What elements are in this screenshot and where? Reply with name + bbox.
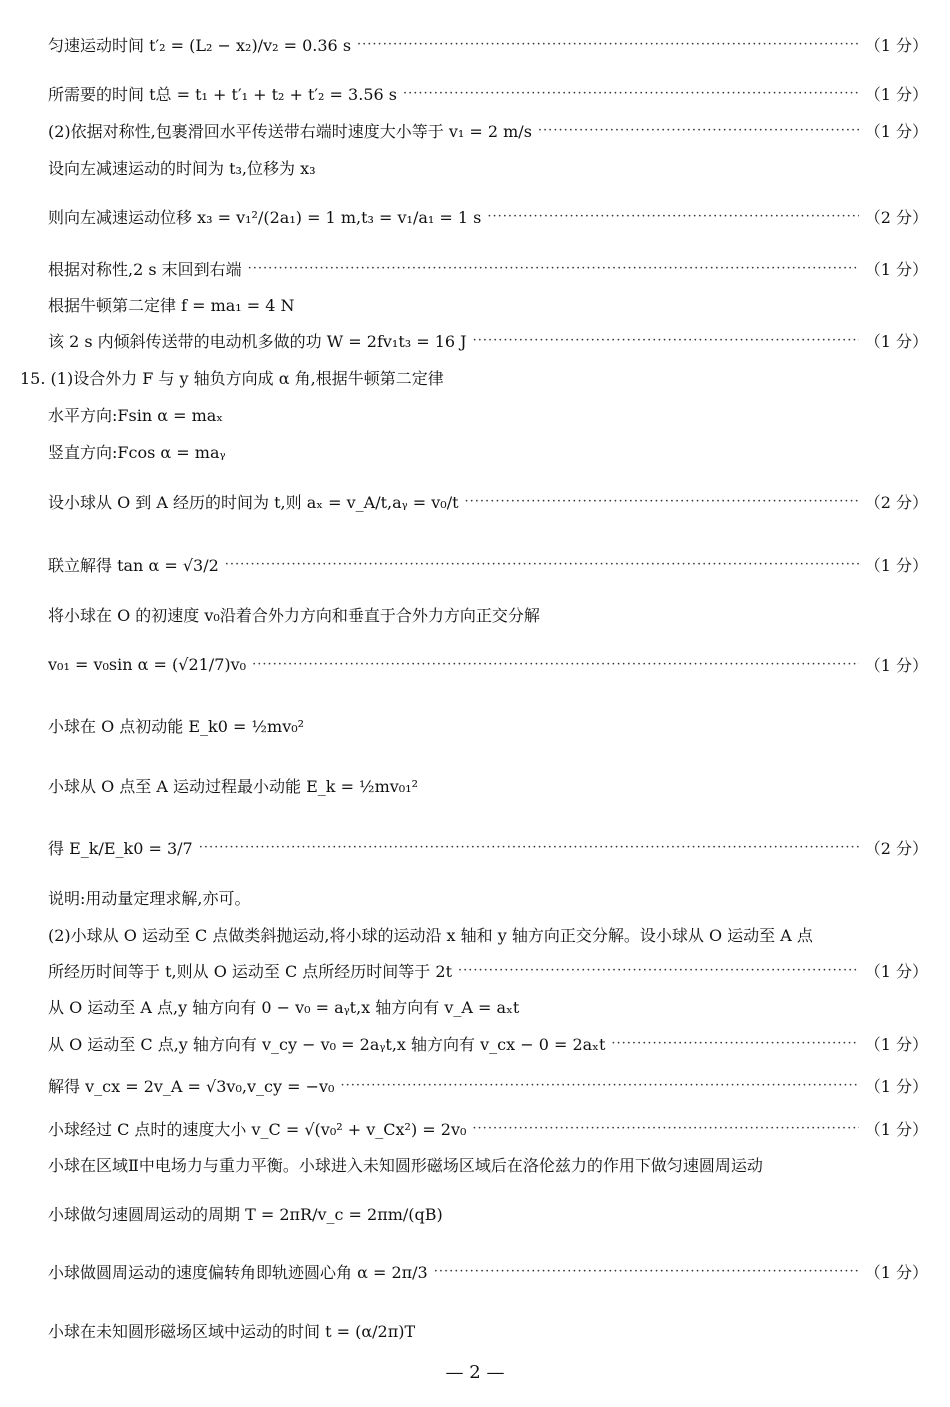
solution-text: 小球在未知圆形磁场区域中运动的时间 t = (α/2π)T [48, 1322, 416, 1341]
solution-line [48, 490, 928, 513]
leader-dots [465, 494, 859, 509]
solution-text: 设向左减速运动的时间为 t₃,位移为 x₃ [48, 159, 316, 178]
solution-text: 得 E_k/E_k0 = 3/7 [48, 839, 193, 858]
solution-line [48, 205, 928, 228]
leader-dots [487, 209, 858, 224]
solution-line [48, 774, 928, 797]
page-number: — 2 — [445, 1362, 505, 1383]
solution-text: 所经历时间等于 t,则从 O 运动至 C 点所经历时间等于 2t [48, 962, 453, 981]
solution-text: 所需要的时间 t总 = t₁ + t′₁ + t₂ + t′₂ = 3.56 s [48, 85, 397, 104]
solution-line [48, 553, 928, 576]
leader-dots [538, 123, 859, 138]
score-label: （2 分） [864, 839, 928, 858]
solution-text: 小球做圆周运动的速度偏转角即轨迹圆心角 α = 2π/3 [48, 1263, 428, 1282]
leader-dots [248, 261, 859, 276]
solution-line [48, 156, 928, 179]
leader-dots [611, 1036, 858, 1051]
leader-dots [225, 557, 859, 572]
score-label: （1 分） [864, 332, 928, 351]
solution-text: 小球经过 C 点时的速度大小 v_C = √(v₀² + v_Cx²) = 2v₀ [48, 1120, 467, 1139]
solution-text: 根据对称性,2 s 末回到右端 [48, 260, 242, 279]
score-label: （1 分） [864, 556, 928, 575]
score-label: （1 分） [864, 1035, 928, 1054]
solution-line [48, 714, 928, 737]
solution-text: (2)依据对称性,包裹滑回水平传送带右端时速度大小等于 v₁ = 2 m/s [48, 122, 532, 141]
score-label: （1 分） [864, 962, 928, 981]
solution-text: 根据牛顿第二定律 f = ma₁ = 4 N [48, 296, 295, 315]
solution-line [48, 1202, 928, 1225]
leader-dots [458, 963, 859, 978]
solution-line [48, 603, 928, 626]
solution-text: 将小球在 O 的初速度 v₀沿着合外力方向和垂直于合外力方向正交分解 [48, 606, 540, 625]
solution-text: 小球在区域Ⅱ中电场力与重力平衡。小球进入未知圆形磁场区域后在洛伦兹力的作用下做匀速圆周运动 [48, 1156, 763, 1175]
solution-text: 说明:用动量定理求解,亦可。 [48, 889, 251, 908]
leader-dots [472, 1121, 858, 1136]
solution-text: 竖直方向:Fcos α = maᵧ [48, 443, 226, 462]
solution-text: 则向左减速运动位移 x₃ = v₁²/(2a₁) = 1 m,t₃ = v₁/a₁ = 1 s [48, 208, 482, 227]
solution-line [48, 329, 928, 352]
score-label: （1 分） [864, 122, 928, 141]
solution-text: 从 O 运动至 A 点,y 轴方向有 0 − v₀ = aᵧt,x 轴方向有 v_A = aₓt [48, 998, 520, 1017]
solution-line [48, 836, 928, 859]
solution-text: 小球做匀速圆周运动的周期 T = 2πR/v_c = 2πm/(qB) [48, 1205, 443, 1224]
leader-dots [252, 657, 859, 672]
solution-text: (2)小球从 O 运动至 C 点做类斜抛运动,将小球的运动沿 x 轴和 y 轴方向正交分解。设小球从 O 运动至 A 点 [48, 926, 813, 945]
solution-line [48, 1074, 928, 1097]
leader-dots [357, 37, 859, 52]
score-label: （1 分） [864, 1077, 928, 1096]
score-label: （1 分） [864, 260, 928, 279]
solution-line [48, 653, 928, 676]
leader-dots [434, 1264, 859, 1279]
score-label: （1 分） [864, 1120, 928, 1139]
score-label: （2 分） [864, 493, 928, 512]
score-label: （1 分） [864, 1263, 928, 1282]
solution-line [48, 403, 928, 426]
leader-dots [473, 333, 859, 348]
solution-line [48, 1260, 928, 1283]
solution-line [48, 33, 928, 56]
solution-text: 设小球从 O 到 A 经历的时间为 t,则 aₓ = v_A/t,aᵧ = v₀/t [48, 493, 459, 512]
score-label: （1 分） [864, 36, 928, 55]
solution-text: 匀速运动时间 t′₂ = (L₂ − x₂)/v₂ = 0.36 s [48, 36, 352, 55]
score-label: （1 分） [864, 656, 928, 675]
solution-line [48, 119, 928, 142]
solution-text: v₀₁ = v₀sin α = (√21/7)v₀ [48, 655, 247, 674]
solution-line [48, 257, 928, 280]
solution-line [20, 366, 928, 389]
solution-text: 小球在 O 点初动能 E_k0 = ½mv₀² [48, 717, 305, 736]
solution-text: 从 O 运动至 C 点,y 轴方向有 v_cy − v₀ = 2aᵧt,x 轴方向有 v_cx − 0 = 2aₓt [48, 1035, 606, 1054]
solution-text: 解得 v_cx = 2v_A = √3v₀,v_cy = −v₀ [48, 1077, 335, 1096]
solution-line [48, 959, 928, 982]
solution-text: 联立解得 tan α = √3/2 [48, 556, 219, 575]
solution-text: 小球从 O 点至 A 运动过程最小动能 E_k = ½mv₀₁² [48, 777, 419, 796]
score-label: （2 分） [864, 208, 928, 227]
score-label: （1 分） [864, 85, 928, 104]
solution-line [48, 1319, 928, 1342]
leader-dots [403, 86, 859, 101]
solution-line [48, 82, 928, 105]
solution-line [48, 1117, 928, 1140]
solution-line [48, 440, 928, 463]
solution-text: 15. (1)设合外力 F 与 y 轴负方向成 α 角,根据牛顿第二定律 [20, 369, 444, 388]
solution-line [48, 1153, 928, 1176]
leader-dots [340, 1078, 858, 1093]
solution-line [48, 995, 928, 1018]
solution-line [48, 1032, 928, 1055]
solution-text: 水平方向:Fsin α = maₓ [48, 406, 224, 425]
leader-dots [199, 840, 859, 855]
solution-line [48, 923, 928, 946]
solution-line [48, 886, 928, 909]
solution-line [48, 293, 928, 316]
solution-text: 该 2 s 内倾斜传送带的电动机多做的功 W = 2fv₁t₃ = 16 J [48, 332, 467, 351]
